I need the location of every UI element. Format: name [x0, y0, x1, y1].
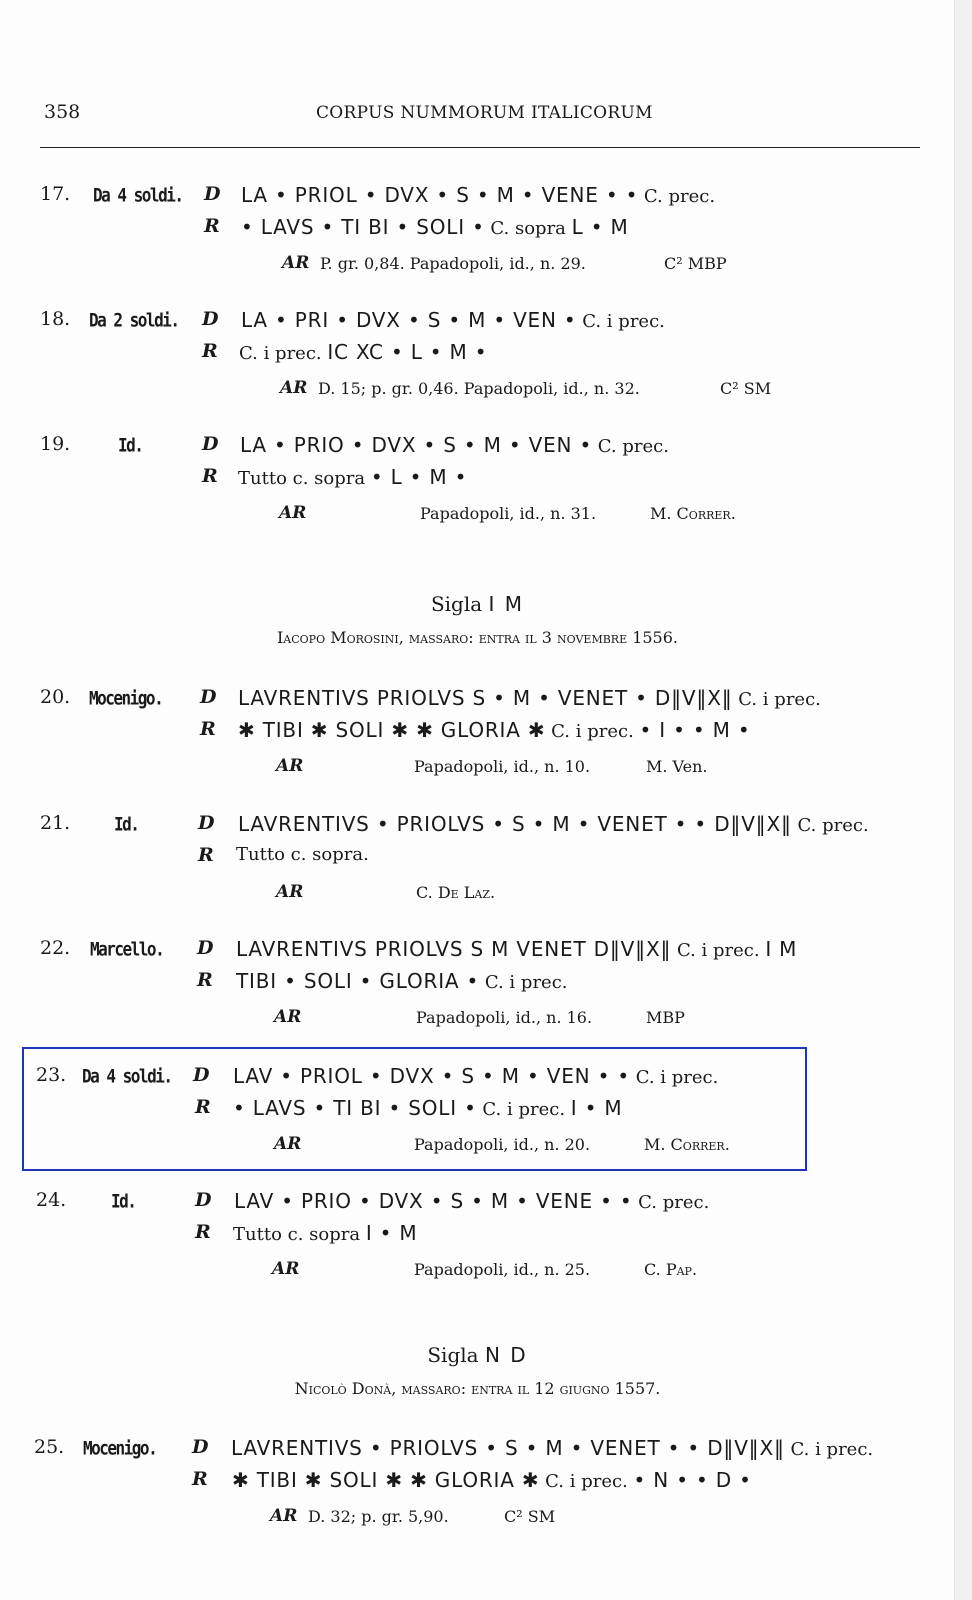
- sigla-label: Sigla: [430, 592, 483, 616]
- legend-text: LAVRENTIVS • PRIOLVS • S • M • VENET • • D‖V‖X‖: [238, 812, 792, 836]
- header-rule: [40, 147, 920, 148]
- reverse-legend: [239, 340, 487, 364]
- collection: M. Correr.: [650, 504, 736, 523]
- reverse-legend: [232, 1468, 752, 1492]
- coin-entry: [0, 308, 955, 418]
- metal-symbol: AR: [274, 1134, 302, 1154]
- metal-symbol: AR: [272, 1259, 300, 1279]
- legend-text: IC XC • L • M •: [327, 340, 488, 364]
- obverse-symbol: D: [202, 433, 219, 455]
- sigla-section: [0, 1343, 955, 1398]
- legend-text: LAVRENTIVS • PRIOLVS • S • M • VENET • • D‖V‖X‖: [231, 1436, 785, 1460]
- description-text: C. prec.: [632, 1192, 710, 1213]
- coin-entry: [0, 183, 955, 293]
- obverse-symbol: D: [198, 812, 215, 834]
- sigla-note: [0, 628, 955, 647]
- obverse-legend: [241, 308, 665, 332]
- footnote: Papadopoli, id., n. 10.: [414, 757, 591, 776]
- entry-number: 25.: [34, 1436, 65, 1458]
- denomination: Mocenigo.: [89, 687, 163, 709]
- description-text: C. prec.: [592, 436, 669, 457]
- legend-text: • LAVS • TI BI • SOLI •: [241, 215, 485, 239]
- obverse-legend: [238, 686, 821, 710]
- obverse-symbol: D: [195, 1189, 212, 1211]
- sigla-mark: I M: [488, 592, 525, 616]
- description-text: C. i prec.: [671, 940, 766, 961]
- entry-number: 24.: [36, 1189, 67, 1211]
- obverse-symbol: D: [193, 1064, 210, 1086]
- sigla-section: [0, 592, 955, 647]
- metal-symbol: AR: [276, 882, 304, 902]
- entry-number: 23.: [36, 1064, 67, 1086]
- collection: C. Pap.: [644, 1260, 698, 1279]
- footnote: Papadopoli, id., n. 31.: [420, 504, 597, 523]
- obverse-symbol: D: [202, 308, 219, 330]
- legend-text: I • M: [365, 1221, 418, 1245]
- collection: C² SM: [504, 1507, 556, 1526]
- metal-symbol: AR: [276, 756, 304, 776]
- obverse-symbol: D: [192, 1436, 209, 1458]
- reverse-legend: [236, 844, 369, 865]
- denomination: Id.: [114, 813, 139, 835]
- reverse-legend: [238, 718, 750, 742]
- legend-text: LAV • PRIO • DVX • S • M • VENE • •: [234, 1189, 633, 1213]
- page-number: 358: [44, 101, 81, 123]
- entry-number: 21.: [40, 812, 71, 834]
- legend-text: • N • • D •: [633, 1468, 752, 1492]
- description-text: C. i prec.: [479, 972, 568, 993]
- description-text: C. i prec.: [784, 1439, 874, 1460]
- entry-number: 22.: [40, 937, 71, 959]
- legend-text: I M: [765, 937, 798, 961]
- legend-text: • I • • M •: [639, 718, 751, 742]
- footnote: Papadopoli, id., n. 16.: [416, 1008, 593, 1027]
- sigla-heading: [0, 1343, 955, 1367]
- denomination: Da 2 soldi.: [89, 309, 179, 331]
- legend-text: LAV • PRIOL • DVX • S • M • VEN • •: [233, 1064, 630, 1088]
- collection: M. Ven.: [646, 757, 708, 776]
- legend-text: TIBI • SOLI • GLORIA •: [236, 969, 480, 993]
- footnote: D. 32; p. gr. 5,90.: [308, 1507, 449, 1526]
- reverse-symbol: R: [195, 1096, 211, 1118]
- footnote: C. De Laz.: [416, 883, 496, 902]
- reverse-symbol: R: [202, 340, 218, 362]
- legend-text: ✱ TIBI ✱ SOLI ✱ ✱ GLORIA ✱: [238, 718, 546, 742]
- obverse-symbol: D: [200, 686, 217, 708]
- coin-entry: [0, 1064, 955, 1174]
- description-text: Tutto c. sopra: [233, 1224, 366, 1245]
- description-text: C. i prec.: [539, 1471, 634, 1492]
- legend-text: • LAVS • TI BI • SOLI •: [233, 1096, 477, 1120]
- reverse-legend: [233, 1096, 622, 1120]
- coin-entry: [0, 812, 955, 922]
- denomination: Id.: [118, 434, 143, 456]
- obverse-symbol: D: [197, 937, 214, 959]
- massaro-note: Iacopo Morosini, massaro: entra il 3 novembre 1556.: [276, 628, 678, 647]
- description-text: C. i prec.: [545, 721, 640, 742]
- legend-text: I • M: [570, 1096, 623, 1120]
- obverse-legend: [236, 937, 797, 961]
- reverse-symbol: R: [202, 465, 218, 487]
- reverse-symbol: R: [200, 718, 216, 740]
- collection: C² SM: [720, 379, 772, 398]
- obverse-legend: [241, 183, 715, 207]
- denomination: Marcello.: [90, 938, 164, 960]
- footnote: D. 15; p. gr. 0,46. Papadopoli, id., n. 32.: [318, 379, 640, 398]
- sigla-label: Sigla: [427, 1343, 479, 1367]
- legend-text: LA • PRIOL • DVX • S • M • VENE • •: [241, 183, 639, 207]
- description-text: C. i prec.: [629, 1067, 719, 1088]
- coin-entry: [0, 1189, 955, 1299]
- reverse-legend: [236, 969, 568, 993]
- metal-symbol: AR: [270, 1506, 298, 1526]
- description-text: Tutto c. sopra: [238, 468, 371, 489]
- metal-symbol: AR: [282, 253, 310, 273]
- obverse-legend: [231, 1436, 873, 1460]
- sigla-note: [0, 1379, 955, 1398]
- reverse-symbol: R: [195, 1221, 211, 1243]
- metal-symbol: AR: [280, 378, 308, 398]
- legend-text: ✱ TIBI ✱ SOLI ✱ ✱ GLORIA ✱: [232, 1468, 540, 1492]
- description-text: C. prec.: [791, 815, 869, 836]
- coin-entry: [0, 433, 955, 543]
- description-text: C. i prec.: [476, 1099, 571, 1120]
- reverse-legend: [238, 465, 467, 489]
- description-text: C. i prec.: [239, 343, 328, 364]
- reverse-symbol: R: [197, 969, 213, 991]
- obverse-legend: [234, 1189, 709, 1213]
- collection: MBP: [646, 1008, 685, 1027]
- obverse-legend: [233, 1064, 718, 1088]
- denomination: Da 4 soldi.: [82, 1065, 172, 1087]
- legend-text: • L • M •: [370, 465, 468, 489]
- collection: C² MBP: [664, 254, 727, 273]
- running-title: CORPUS NUMMORUM ITALICORUM: [316, 103, 653, 123]
- entry-number: 20.: [40, 686, 71, 708]
- reverse-symbol: R: [192, 1468, 208, 1490]
- sigla-heading: [0, 592, 955, 616]
- denomination: Id.: [111, 1190, 136, 1212]
- footnote: Papadopoli, id., n. 25.: [414, 1260, 591, 1279]
- legend-text: LAVRENTIVS PRIOLVS S • M • VENET • D‖V‖X‖: [238, 686, 733, 710]
- reverse-legend: [233, 1221, 417, 1245]
- legend-text: LAVRENTIVS PRIOLVS S M VENET D‖V‖X‖: [236, 937, 672, 961]
- footnote: P. gr. 0,84. Papadopoli, id., n. 29.: [320, 254, 586, 273]
- description-text: Tutto c. sopra.: [236, 844, 369, 865]
- description-text: C. i prec.: [576, 311, 665, 332]
- sigla-mark: N D: [484, 1343, 528, 1367]
- legend-text: LA • PRIO • DVX • S • M • VEN •: [240, 433, 593, 457]
- coin-entry: [0, 686, 955, 796]
- denomination: Mocenigo.: [83, 1437, 157, 1459]
- legend-text: L • M: [571, 215, 629, 239]
- description-text: C. sopra: [484, 218, 572, 239]
- massaro-note: Nicolò Donà, massaro: entra il 12 giugno 1557.: [294, 1379, 661, 1398]
- reverse-symbol: R: [198, 844, 214, 866]
- reverse-legend: [241, 215, 629, 239]
- collection: M. Correr.: [644, 1135, 730, 1154]
- description-text: C. i prec.: [732, 689, 821, 710]
- page-gutter: [954, 0, 972, 1600]
- obverse-legend: [238, 812, 869, 836]
- obverse-legend: [240, 433, 669, 457]
- entry-number: 18.: [40, 308, 71, 330]
- legend-text: LA • PRI • DVX • S • M • VEN •: [241, 308, 577, 332]
- entry-number: 19.: [40, 433, 71, 455]
- obverse-symbol: D: [204, 183, 221, 205]
- entry-number: 17.: [40, 183, 71, 205]
- metal-symbol: AR: [279, 503, 307, 523]
- reverse-symbol: R: [204, 215, 220, 237]
- denomination: Da 4 soldi.: [93, 184, 183, 206]
- coin-entry: [0, 937, 955, 1047]
- metal-symbol: AR: [274, 1007, 302, 1027]
- coin-entry: [0, 1436, 955, 1546]
- footnote: Papadopoli, id., n. 20.: [414, 1135, 591, 1154]
- description-text: C. prec.: [638, 186, 716, 207]
